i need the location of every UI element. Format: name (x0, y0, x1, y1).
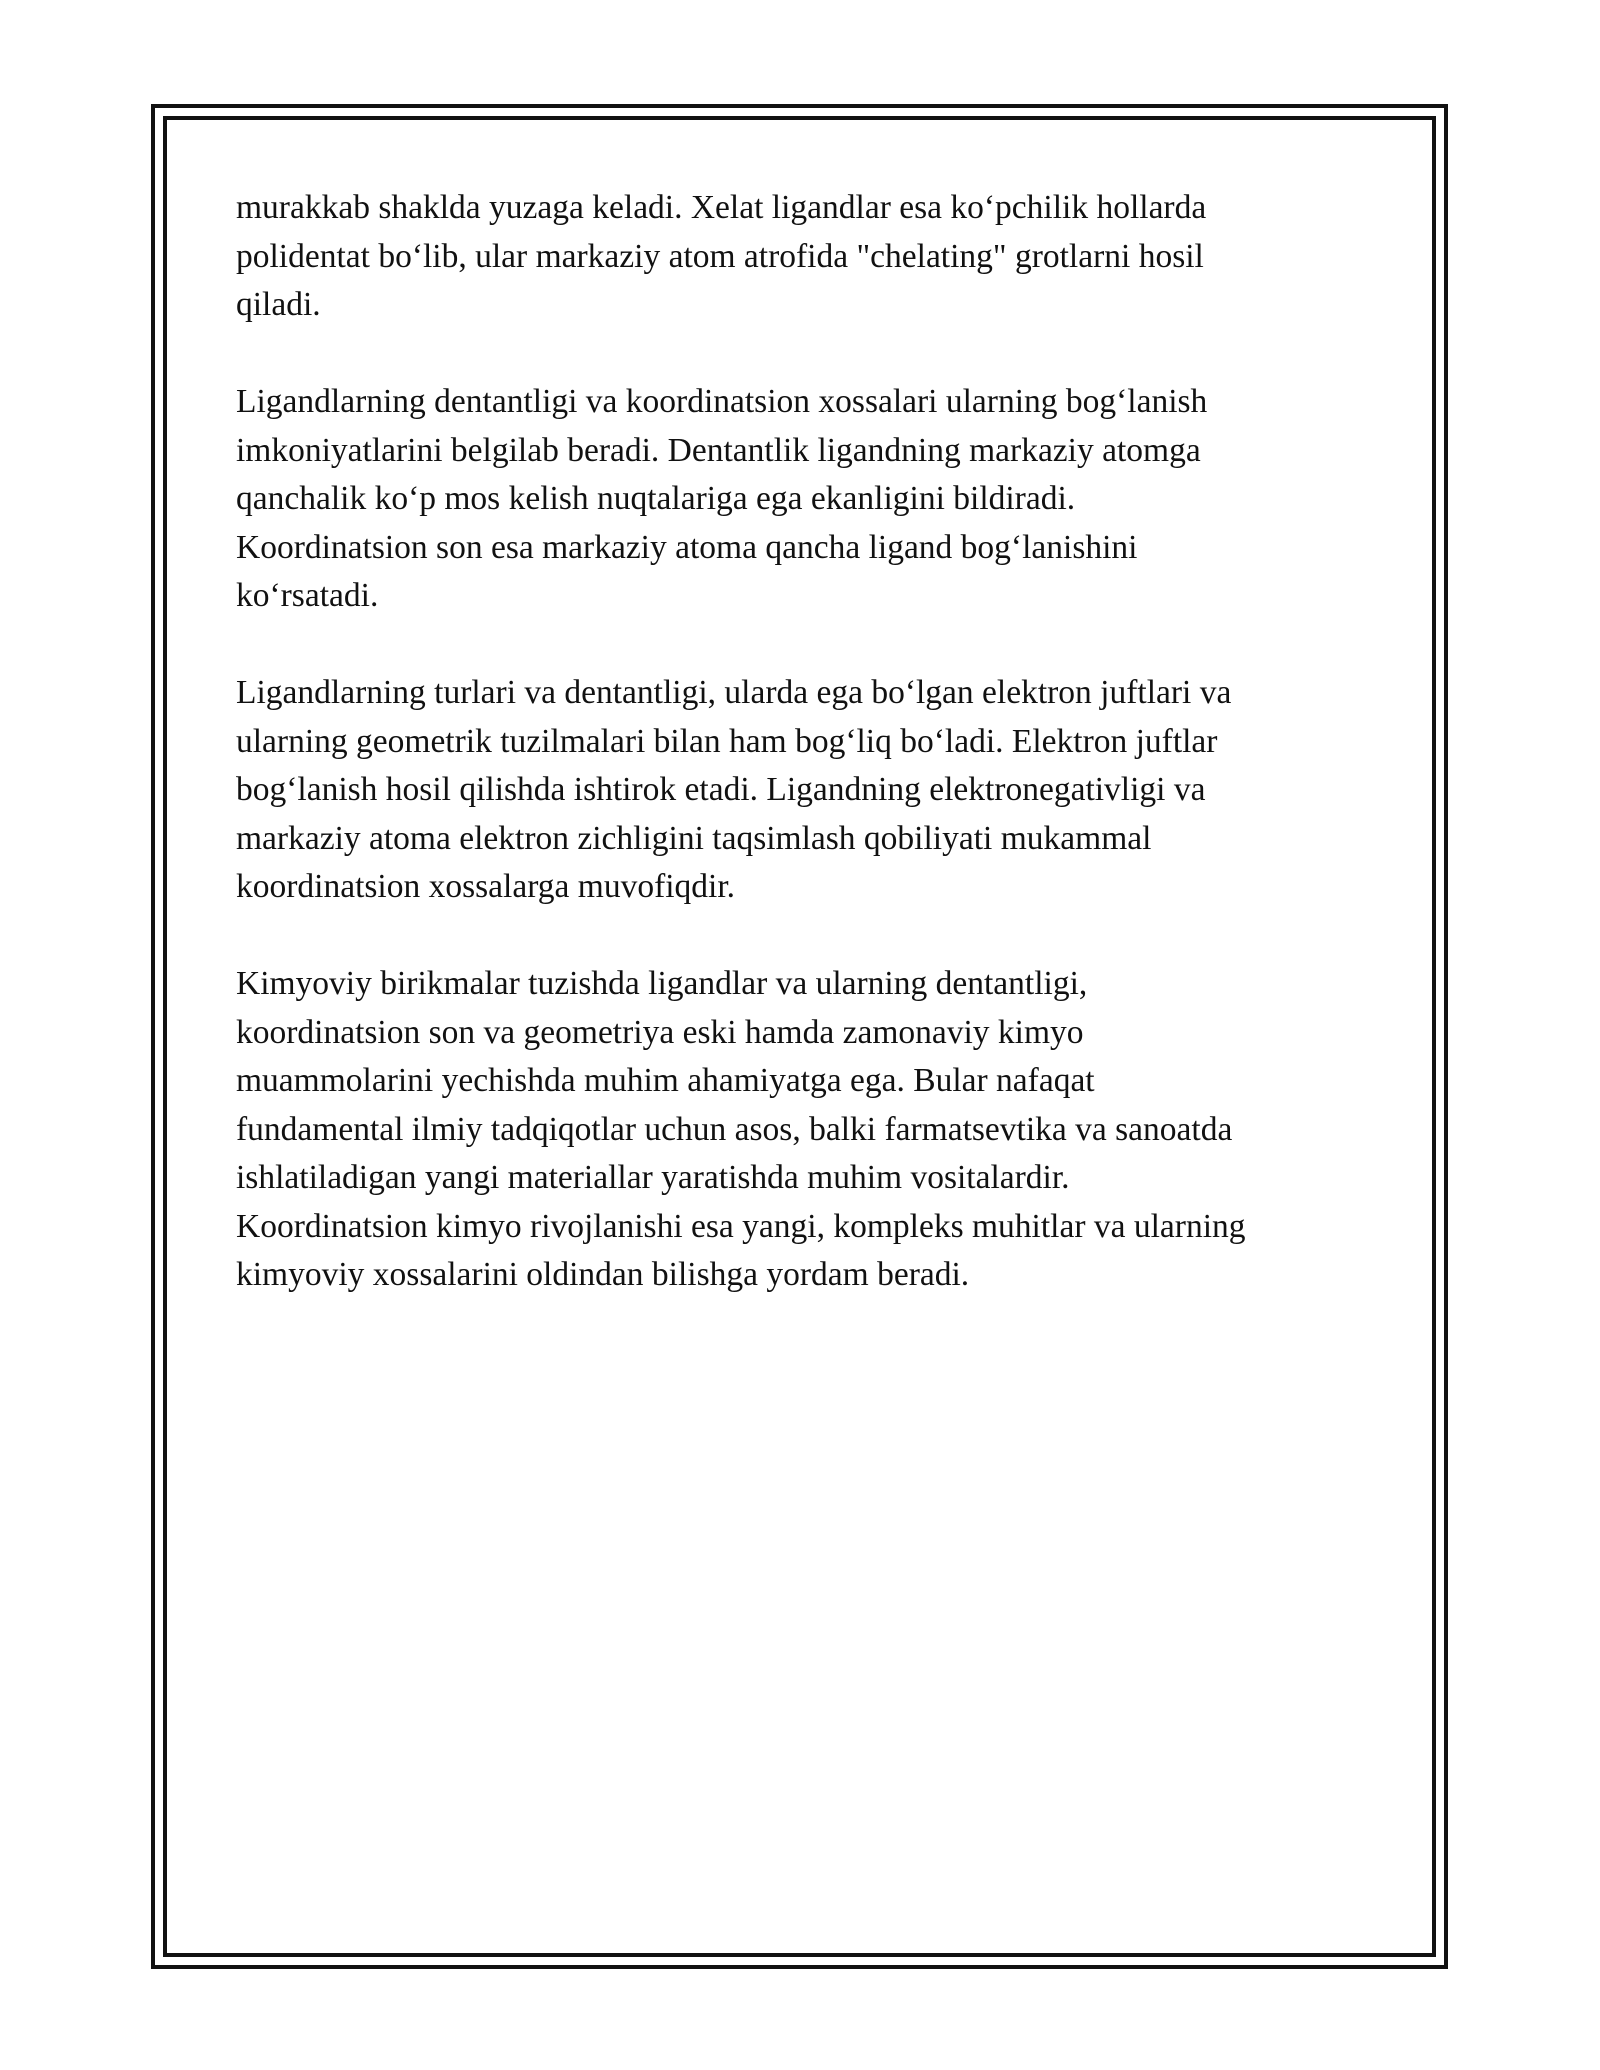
paragraph-2 (236, 378, 1366, 621)
text-line: fundamental ilmiy tadqiqotlar uchun asos, balki farmatsevtika va sanoatda (236, 1110, 1233, 1148)
text-line: Ligandlarning dentantligi va koordinatsion xossalari ularning bog‘lanish (236, 383, 1208, 420)
text-line: imkoniyatlarini belgilab beradi. Dentantlik ligandning markaziy atomga (236, 431, 1201, 469)
text-line: ko‘rsatadi. (236, 577, 379, 614)
text-line: Kimyoviy birikmalar tuzishda ligandlar va ularning dentantligi, (236, 965, 1088, 1002)
paragraph-1 (236, 184, 1366, 330)
text-line: bog‘lanish hosil qilishda ishtirok etadi. Ligandning elektronegativligi va (236, 771, 1206, 808)
text-line: kimyoviy xossalarini oldindan bilishga yordam beradi. (236, 1256, 970, 1293)
text-line: ularning geometrik tuzilmalari bilan ham bog‘liq bo‘ladi. Elektron juftlar (236, 722, 1218, 760)
text-line: Koordinatsion kimyo rivojlanishi esa yangi, kompleks muhitlar va ularning (236, 1207, 1246, 1245)
text-line: Ligandlarning turlari va dentantligi, ularda ega bo‘lgan elektron juftlari va (236, 674, 1232, 711)
text-line: koordinatsion son va geometriya eski hamda zamonaviy kimyo (236, 1013, 1084, 1051)
text-line: Koordinatsion son esa markaziy atoma qancha ligand bog‘lanishini (236, 528, 1138, 566)
text-line: murakkab shaklda yuzaga keladi. Xelat ligandlar esa ko‘pchilik hollarda (236, 189, 1207, 226)
text-line: qanchalik ko‘p mos kelish nuqtalariga ega ekanligini bildiradi. (236, 480, 1076, 517)
text-line: ishlatiladigan yangi materiallar yaratishda muhim vositalardir. (236, 1159, 1070, 1196)
text-line: qiladi. (236, 286, 321, 323)
text-line: polidentat bo‘lib, ular markaziy atom atrofida "chelating" grotlarni hosil (236, 237, 1204, 275)
document-body (236, 184, 1366, 1348)
paragraph-4 (236, 960, 1366, 1300)
text-line: koordinatsion xossalarga muvofiqdir. (236, 868, 736, 905)
paragraph-3 (236, 669, 1366, 912)
text-line: muammolarini yechishda muhim ahamiyatga ega. Bular nafaqat (236, 1062, 1095, 1099)
text-line: markaziy atoma elektron zichligini taqsimlash qobiliyati mukammal (236, 819, 1152, 857)
